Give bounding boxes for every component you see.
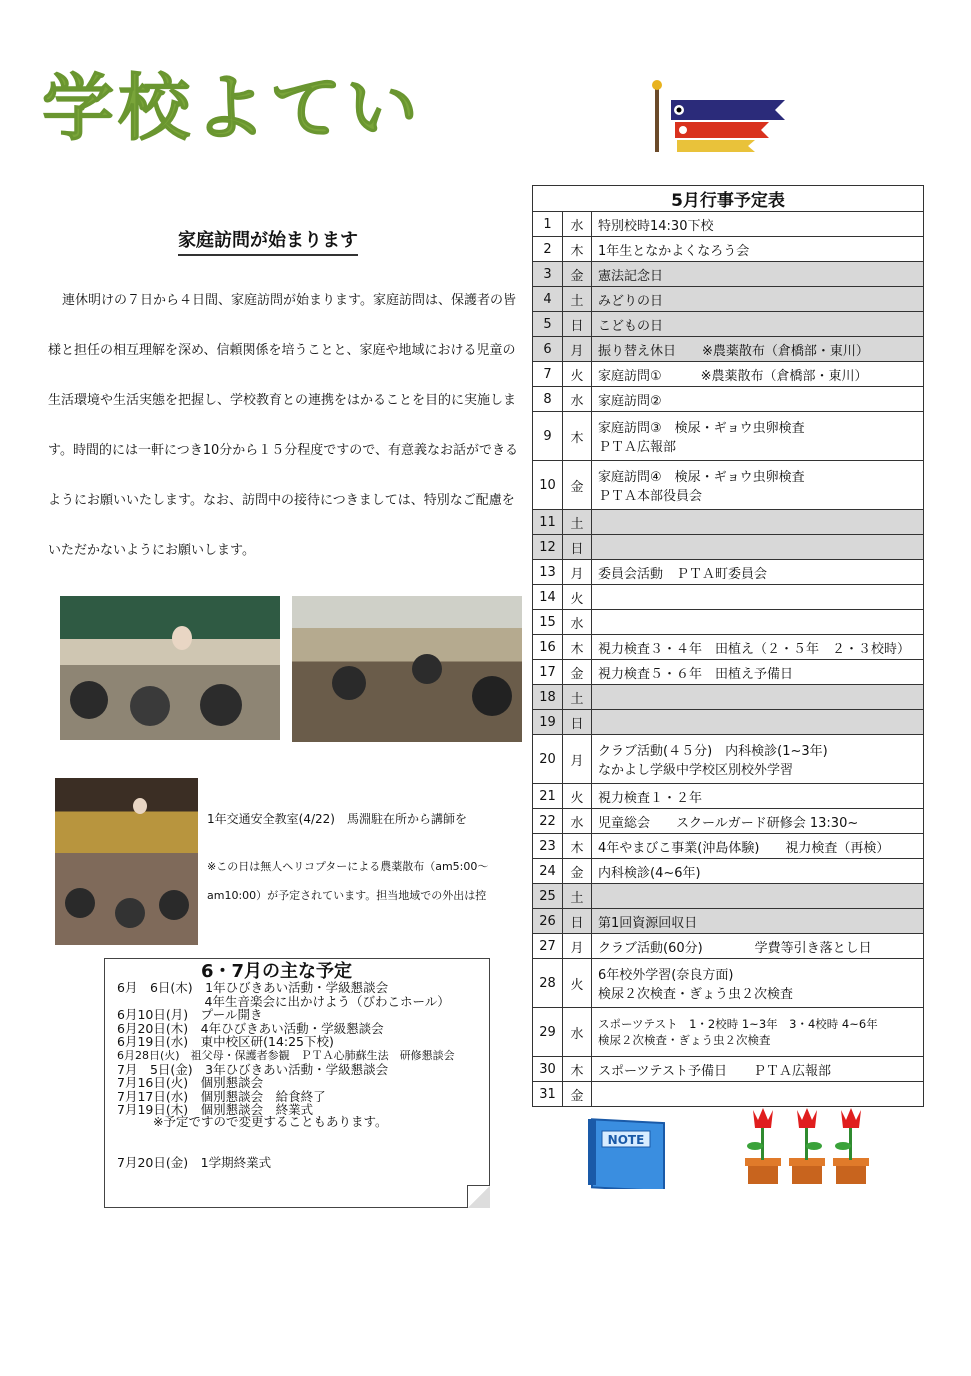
- calendar-day: 6: [533, 337, 563, 362]
- calendar-event-line: スポーツテスト 1・2校時 1~3年 3・4校時 4~6年: [598, 1017, 878, 1031]
- calendar-row: [533, 510, 924, 535]
- calendar-day: 2: [533, 237, 563, 262]
- calendar-event: [592, 337, 924, 362]
- calendar-row: [533, 809, 924, 834]
- calendar-row: [533, 560, 924, 585]
- calendar-event-line: 家庭訪問① ※農薬散布（倉橋部・東川）: [598, 368, 868, 384]
- schedule-box-note: ※予定ですので変更することもあります。: [153, 1114, 388, 1129]
- calendar-day: 21: [533, 784, 563, 809]
- koinobori-icon: [645, 80, 795, 152]
- calendar-row: [533, 884, 924, 909]
- article-paragraph: [48, 276, 524, 576]
- calendar-body: [533, 212, 924, 1107]
- calendar-event: [592, 237, 924, 262]
- calendar-weekday: 金: [563, 660, 592, 685]
- page-fold-corner: [467, 1185, 490, 1208]
- calendar-event-line: 家庭訪問④ 検尿・ギョウ虫卵検査: [598, 470, 805, 485]
- calendar-event-line: 検尿２次検査・ぎょう虫２次検査: [598, 1033, 771, 1047]
- calendar-weekday: 月: [563, 934, 592, 959]
- calendar-weekday: 月: [563, 337, 592, 362]
- june-july-schedule-box: [104, 958, 490, 1208]
- calendar-event: [592, 1082, 924, 1107]
- calendar-title: 5月行事予定表: [533, 186, 924, 212]
- calendar-weekday: 火: [563, 362, 592, 387]
- calendar-event: [592, 834, 924, 859]
- calendar-row: [533, 635, 924, 660]
- calendar-event: [592, 560, 924, 585]
- calendar-event-line: 視力検査５・６年 田植え予備日: [598, 666, 794, 682]
- tulip-icon: [738, 1104, 870, 1188]
- calendar-day: 1: [533, 212, 563, 237]
- calendar-event-line: 第1回資源回収日: [598, 915, 698, 931]
- calendar-day: 15: [533, 610, 563, 635]
- calendar-event: [592, 735, 924, 784]
- calendar-weekday: 水: [563, 809, 592, 834]
- calendar-weekday: 金: [563, 262, 592, 287]
- calendar-event: [592, 784, 924, 809]
- calendar-row: [533, 859, 924, 884]
- schedule-line: 6月10日(月) プール開き: [117, 1007, 263, 1023]
- calendar-row: [533, 959, 924, 1008]
- calendar-row: [533, 237, 924, 262]
- calendar-event: [592, 809, 924, 834]
- calendar-row: [533, 412, 924, 461]
- calendar-weekday: 水: [563, 1008, 592, 1057]
- calendar-event: [592, 710, 924, 735]
- calendar-event: [592, 685, 924, 710]
- calendar-day: 10: [533, 461, 563, 510]
- assembly-photo: [55, 778, 198, 945]
- calendar-event-line: 家庭訪問②: [598, 393, 662, 409]
- calendar-day: 25: [533, 884, 563, 909]
- calendar-row: [533, 262, 924, 287]
- calendar-row: [533, 1057, 924, 1082]
- calendar-weekday: 土: [563, 884, 592, 909]
- calendar-event: [592, 461, 924, 510]
- calendar-row: [533, 909, 924, 934]
- calendar-day: 29: [533, 1008, 563, 1057]
- calendar-row: [533, 685, 924, 710]
- calendar-day: 11: [533, 510, 563, 535]
- calendar-weekday: 日: [563, 312, 592, 337]
- calendar-row: [533, 660, 924, 685]
- page-title: 学校よてい: [42, 66, 423, 150]
- calendar-event: [592, 212, 924, 237]
- calendar-row: [533, 784, 924, 809]
- calendar-day: 26: [533, 909, 563, 934]
- calendar-event-line: 家庭訪問③ 検尿・ギョウ虫卵検査: [598, 421, 805, 436]
- calendar-row: [533, 710, 924, 735]
- calendar-row: [533, 535, 924, 560]
- calendar-event-line: 振り替え休日 ※農薬散布（倉橋部・東川）: [598, 343, 869, 359]
- calendar-event-line: なかよし学級中学校区別校外学習: [598, 763, 794, 778]
- calendar-weekday: 木: [563, 412, 592, 461]
- calendar-event-line: 内科検診(4~6年): [598, 865, 701, 881]
- calendar-row: [533, 585, 924, 610]
- calendar-event-line: クラブ活動(60分) 学費等引き落とし日: [598, 940, 872, 956]
- calendar-day: 17: [533, 660, 563, 685]
- calendar-row: [533, 461, 924, 510]
- schedule-line: 6月20日(木) 4年ひびきあい活動・学級懇談会: [117, 1020, 384, 1036]
- calendar-day: 3: [533, 262, 563, 287]
- schedule-line: 6月28日(火) 祖父母・保護者参観 ＰＴＡ心肺蘇生法 研修懇談会: [117, 1048, 455, 1062]
- calendar-event-line: 視力検査１・２年: [598, 790, 703, 806]
- calendar-day: 18: [533, 685, 563, 710]
- calendar-event-line: ＰＴＡ本部役員会: [598, 489, 703, 504]
- calendar-event: [592, 859, 924, 884]
- calendar-event: [592, 262, 924, 287]
- calendar-event: [592, 884, 924, 909]
- calendar-row: [533, 610, 924, 635]
- calendar-day: 13: [533, 560, 563, 585]
- calendar-event: [592, 635, 924, 660]
- calendar-weekday: 日: [563, 710, 592, 735]
- article-heading: 家庭訪問が始まります: [178, 226, 358, 256]
- calendar-event: [592, 610, 924, 635]
- calendar-day: 30: [533, 1057, 563, 1082]
- calendar-weekday: 金: [563, 859, 592, 884]
- calendar-day: 12: [533, 535, 563, 560]
- calendar-row: [533, 934, 924, 959]
- calendar-day: 22: [533, 809, 563, 834]
- calendar-day: 19: [533, 710, 563, 735]
- calendar-row: [533, 337, 924, 362]
- calendar-weekday: 金: [563, 1082, 592, 1107]
- calendar-row: [533, 834, 924, 859]
- calendar-day: 9: [533, 412, 563, 461]
- calendar-day: 5: [533, 312, 563, 337]
- schedule-line: 4年生音楽会に出かけよう（びわこホール）: [117, 993, 450, 1009]
- calendar-day: 28: [533, 959, 563, 1008]
- calendar-event: [592, 660, 924, 685]
- schedule-line: 7月17日(水) 個別懇談会 給食終了: [117, 1088, 326, 1104]
- calendar-weekday: 土: [563, 685, 592, 710]
- calendar-row: [533, 387, 924, 412]
- schedule-box-title: 6・7月の主な予定: [201, 961, 353, 982]
- calendar-weekday: 日: [563, 909, 592, 934]
- calendar-event-line: 4年やまびこ事業(沖島体験) 視力検査（再検）: [598, 840, 890, 856]
- calendar-event-line: 視力検査３・４年 田植え（２・５年 ２・３校時）: [598, 641, 911, 657]
- calendar-weekday: 水: [563, 610, 592, 635]
- calendar-row: [533, 1082, 924, 1107]
- calendar-day: 16: [533, 635, 563, 660]
- calendar-day: 8: [533, 387, 563, 412]
- calendar-event: [592, 312, 924, 337]
- calendar-day: 24: [533, 859, 563, 884]
- calendar-event-line: こどもの日: [598, 318, 664, 334]
- calendar-event: [592, 535, 924, 560]
- calendar-weekday: 水: [563, 387, 592, 412]
- calendar-weekday: 木: [563, 237, 592, 262]
- calendar-weekday: 月: [563, 560, 592, 585]
- schedule-line: 6月19日(水) 東中校区研(14:25下校): [117, 1034, 334, 1050]
- calendar-event: [592, 909, 924, 934]
- calendar-row: [533, 735, 924, 784]
- calendar-event-line: ＰＴＡ広報部: [598, 440, 677, 455]
- calendar-row: [533, 362, 924, 387]
- schedule-line: 7月16日(火) 個別懇談会: [117, 1075, 264, 1091]
- calendar-weekday: 火: [563, 959, 592, 1008]
- calendar-row: [533, 212, 924, 237]
- calendar-weekday: 金: [563, 461, 592, 510]
- calendar-event-line: 1年生となかよくなろう会: [598, 243, 750, 259]
- note-icon: [586, 1117, 668, 1189]
- calendar-event: [592, 287, 924, 312]
- calendar-event-line: 検尿２次検査・ぎょう虫２次検査: [598, 987, 794, 1002]
- calendar-weekday: 水: [563, 212, 592, 237]
- classroom-photo-2: [292, 596, 522, 742]
- calendar-row: [533, 287, 924, 312]
- calendar-event-line: クラブ活動(４５分) 内科検診(1~3年): [598, 744, 828, 759]
- calendar-event-line: スポーツテスト予備日 ＰＴＡ広報部: [598, 1063, 831, 1079]
- calendar-day: 14: [533, 585, 563, 610]
- calendar-weekday: 土: [563, 287, 592, 312]
- caption-note-2: am10:00）が予定されています。担当地域での外出は控: [207, 889, 487, 902]
- calendar-weekday: 木: [563, 1057, 592, 1082]
- calendar-event: [592, 1057, 924, 1082]
- calendar-event-line: 委員会活動 ＰＴＡ町委員会: [598, 566, 768, 582]
- calendar-event: [592, 387, 924, 412]
- calendar-event-line: みどりの日: [598, 293, 664, 309]
- photo-caption: 1年交通安全教室(4/22) 馬淵駐在所から講師を: [207, 812, 467, 826]
- caption-note-1: ※この日は無人ヘリコプターによる農薬散布（am5:00～: [207, 860, 489, 873]
- calendar-day: 20: [533, 735, 563, 784]
- calendar-row: [533, 312, 924, 337]
- classroom-photo-1: [60, 596, 280, 740]
- calendar-day: 7: [533, 362, 563, 387]
- calendar-event-line: 児童総会 スクールガード研修会 13:30~: [598, 815, 859, 831]
- calendar-event: [592, 362, 924, 387]
- calendar-event-line: 憲法記念日: [598, 268, 664, 284]
- calendar-weekday: 火: [563, 784, 592, 809]
- calendar-event: [592, 934, 924, 959]
- calendar-event-line: 特別校時14:30下校: [598, 218, 714, 234]
- schedule-line: 7月 5日(金) 3年ひびきあい活動・学級懇談会: [117, 1061, 389, 1077]
- may-calendar-table: [532, 185, 924, 1107]
- calendar-day: 31: [533, 1082, 563, 1107]
- calendar-weekday: 日: [563, 535, 592, 560]
- calendar-row: [533, 1008, 924, 1057]
- calendar-weekday: 木: [563, 635, 592, 660]
- calendar-day: 23: [533, 834, 563, 859]
- schedule-box-end: 7月20日(金) 1学期終業式: [117, 1155, 272, 1170]
- calendar-event: [592, 585, 924, 610]
- article-body: 連休明けの７日から４日間、家庭訪問が始まります。家庭訪問は、保護者の皆様と担任の相互理解を深め、信頼関係を培うことと、家庭や地域における児童の生活環境や生活実態を把握し、学校教育との連携をはかることを目的に実施します。時間的には一軒につき10分から１５分程度ですので、有意義なお話ができるようにお願いいたします。なお、訪問中の接待につきましては、特別なご配慮をいただかないようにお願いします。: [48, 293, 518, 558]
- calendar-day: 27: [533, 934, 563, 959]
- note-label: NOTE: [607, 1133, 645, 1147]
- schedule-line: 7月19日(木) 個別懇談会 終業式: [117, 1102, 314, 1118]
- calendar-event: [592, 1008, 924, 1057]
- schedule-line: 6月 6日(木) 1年ひびきあい活動・学級懇談会: [117, 980, 389, 995]
- calendar-event-line: 6年校外学習(奈良方面): [598, 968, 734, 983]
- calendar-weekday: 土: [563, 510, 592, 535]
- calendar-event: [592, 959, 924, 1008]
- calendar-event: [592, 510, 924, 535]
- schedule-box-lines: [117, 981, 455, 1117]
- calendar-day: 4: [533, 287, 563, 312]
- calendar-weekday: 木: [563, 834, 592, 859]
- calendar-weekday: 火: [563, 585, 592, 610]
- calendar-event: [592, 412, 924, 461]
- calendar-weekday: 月: [563, 735, 592, 784]
